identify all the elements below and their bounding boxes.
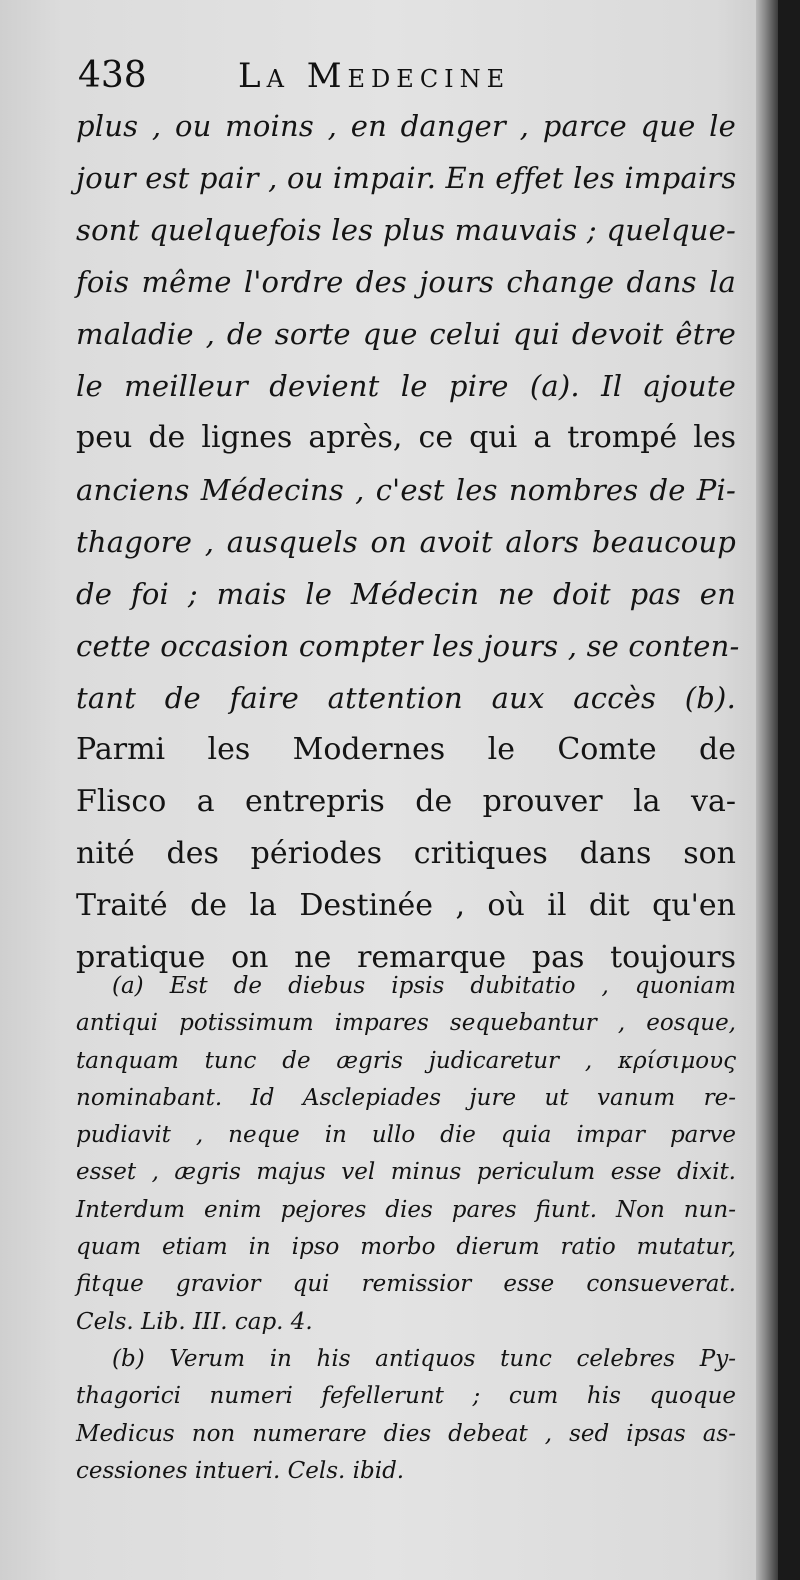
footnote-line: antiqui potissimum impares sequebantur , eosque, <box>76 1010 736 1037</box>
page-header <box>78 52 638 100</box>
page-edge <box>756 0 778 1580</box>
page-number: 438 <box>78 55 147 96</box>
footnote-line: tanquam tunc de ægris judicaretur , κρίσιμους <box>76 1047 736 1074</box>
body-line: thagore , ausquels on avoit alors beaucoup <box>76 525 736 559</box>
body-line: de foi ; mais le Médecin ne doit pas en <box>76 577 736 611</box>
footnote-line: pudiavit , neque in ullo die quia impar parve <box>76 1122 736 1149</box>
body-line: Parmi les Modernes le Comte de <box>76 732 736 767</box>
running-head: La Medecine <box>238 56 511 96</box>
body-line: jour est pair , ou impair. En effet les impairs <box>76 161 737 195</box>
body-line: le meilleur devient le pire (a). Il ajoute <box>76 369 736 403</box>
body-line: Flisco a entrepris de prouver la va- <box>76 784 736 819</box>
footnote-line: thagorici numeri fefellerunt ; cum his quoque <box>76 1383 736 1410</box>
body-line: plus , ou moins , en danger , parce que le <box>76 109 736 143</box>
body-line: cette occasion compter les jours , se conten- <box>76 629 740 663</box>
footnote-line: Interdum enim pejores dies pares fiunt. Non nun- <box>76 1196 736 1223</box>
footnote-line: Medicus non numerare dies debeat , sed ipsas as- <box>76 1420 736 1447</box>
body-line: sont quelquefois les plus mauvais ; quelque- <box>76 213 736 247</box>
footnote-line: (a) Est de diebus ipsis dubitatio , quoniam <box>112 973 736 999</box>
body-line: maladie , de sorte que celui qui devoit être <box>76 317 736 351</box>
footnote-line: fitque gravior qui remissior esse consueverat. <box>76 1271 736 1298</box>
footnote-line: (b) Verum in his antiquos tunc celebres Py- <box>112 1345 736 1372</box>
body-line: pratique on ne remarque pas toujours <box>76 940 736 975</box>
body-text <box>76 100 740 984</box>
footnote-line: nominabant. Id Asclepiades jure ut vanum re- <box>76 1084 736 1111</box>
footnote-line: esset , ægris majus vel minus periculum esse dixit. <box>76 1159 736 1186</box>
body-line: anciens Médecins , c'est les nombres de Pi- <box>76 473 736 507</box>
body-line: fois même l'ordre des jours change dans la <box>76 265 736 299</box>
footnote-line: quam etiam in ipso morbo dierum ratio mutatur, <box>76 1234 736 1261</box>
body-line: Traité de la Destinée , où il dit qu'en <box>76 888 736 923</box>
footnote-line: Cels. Lib. III. cap. 4. <box>76 1308 313 1335</box>
body-line: peu de lignes après, ce qui a trompé les <box>76 420 736 455</box>
footnotes <box>76 968 736 1490</box>
footnote-line: cessiones intueri. Cels. ibid. <box>76 1457 405 1484</box>
body-line: nité des périodes critiques dans son <box>76 836 736 871</box>
body-line: tant de faire attention aux accès (b). <box>76 681 736 715</box>
